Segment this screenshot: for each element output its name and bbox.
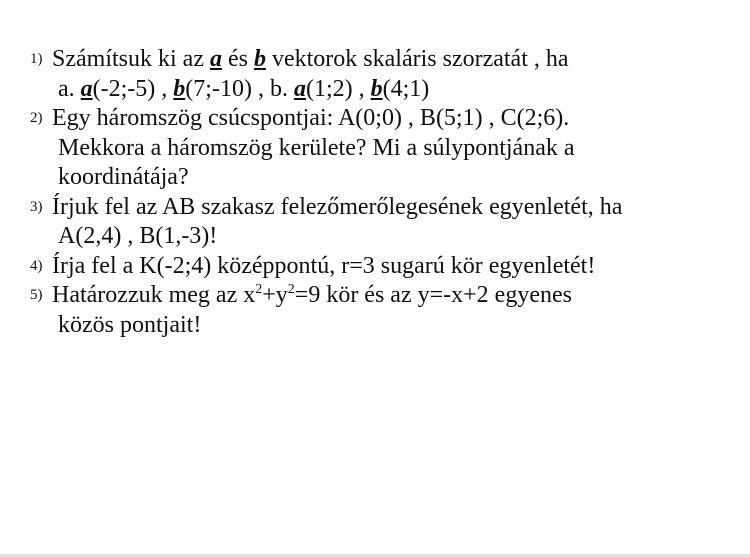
vector-b: b [173,75,186,102]
exercise-list [30,45,740,340]
exercise-5-line-2: közös pontjait! [58,311,202,338]
exercise-5-line-1: Határozzuk meg az $x^2+y^2=9$ kör és az y=-x+2 egyenes [52,282,572,308]
exercise-number: 2) [30,110,43,126]
exponent: 2 [287,282,295,297]
exercise-2-line-2: Mekkora a háromszög kerülete? Mi a súlypontjának a [58,134,575,161]
vector-a: a [293,75,306,102]
exponent: 2 [255,282,263,297]
vector-b: b [370,75,383,102]
exercise-2 [30,104,740,193]
exercise-number: 3) [30,198,43,215]
exercise-1-line-2: a. a(-2;-5) , b(7;-10) , b. a(1;2) , b(4;1) [58,75,430,102]
exercise-number: 5) [30,287,43,303]
vector-a: a [80,75,93,102]
vector-a: a [209,46,222,72]
exercise-3 [30,193,740,252]
exercise-number: 4) [30,257,43,274]
vector-b: b [253,46,266,72]
exercise-3-line-2: A(2,4) , B(1,-3)! [58,223,218,249]
exercise-2-line-3: koordinátája? [58,164,189,190]
exercise-1 [30,45,740,104]
exercise-4 [30,252,740,282]
exercise-4-line-1: Írja fel a K(-2;4) középpontú, r=3 sugarú kör egyenletét! [52,252,596,279]
exercise-1-line-1: Számítsuk ki az a és b vektorok skaláris szorzatát , ha [52,46,569,72]
exercise-2-line-1: Egy háromszög csúcspontjai: A(0;0) , B(5;1) , C(2;6). [52,105,570,131]
exercise-5 [30,281,740,340]
exercise-3-line-1: Írjuk fel az AB szakasz felezőmerőlegesének egyenletét, ha [52,193,623,220]
exercise-number: 1) [30,51,43,67]
